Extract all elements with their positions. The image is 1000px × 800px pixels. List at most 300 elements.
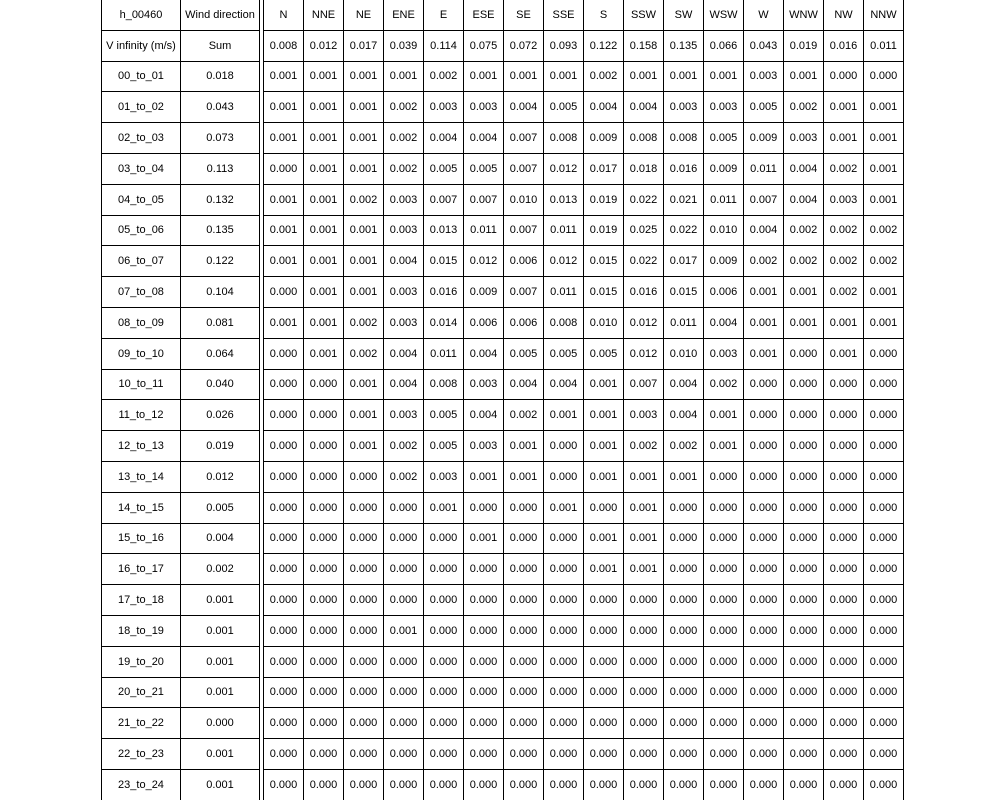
frequency-cell: 0.000 [744,615,784,646]
frequency-cell: 0.000 [544,523,584,554]
frequency-cell: 0.001 [584,369,624,400]
row-sum-cell: 0.019 [181,431,260,462]
direction-label-ese: ESE [464,0,504,30]
frequency-cell: 0.022 [664,215,704,246]
frequency-cell: 0.000 [304,585,344,616]
frequency-cell: 0.001 [864,277,904,308]
frequency-cell: 0.001 [544,492,584,523]
frequency-cell: 0.000 [464,646,504,677]
frequency-cell: 0.000 [744,677,784,708]
frequency-cell: 0.000 [704,708,744,739]
frequency-cell: 0.001 [544,61,584,92]
row-sum-cell: 0.064 [181,338,260,369]
frequency-cell: 0.002 [704,369,744,400]
frequency-cell: 0.002 [584,61,624,92]
frequency-cell: 0.000 [824,431,864,462]
frequency-cell: 0.000 [584,677,624,708]
speed-range-label: 08_to_09 [102,307,181,338]
frequency-cell: 0.000 [704,615,744,646]
frequency-cell: 0.019 [584,184,624,215]
table-row [102,769,904,799]
frequency-cell: 0.001 [344,369,384,400]
frequency-cell: 0.000 [304,769,344,799]
frequency-cell: 0.001 [344,215,384,246]
frequency-cell: 0.000 [864,523,904,554]
frequency-cell: 0.000 [864,739,904,770]
frequency-cell: 0.022 [624,246,664,277]
table-row [102,153,904,184]
frequency-cell: 0.001 [744,277,784,308]
frequency-cell: 0.005 [424,431,464,462]
speed-range-label: 07_to_08 [102,277,181,308]
direction-sum-cell: 0.039 [384,30,424,61]
frequency-cell: 0.002 [824,246,864,277]
frequency-cell: 0.002 [344,338,384,369]
table-row [102,123,904,154]
table-row [102,646,904,677]
direction-sum-cell: 0.008 [264,30,304,61]
frequency-cell: 0.000 [784,492,824,523]
row-sum-cell: 0.122 [181,246,260,277]
frequency-cell: 0.000 [704,461,744,492]
frequency-cell: 0.001 [584,400,624,431]
frequency-cell: 0.000 [584,646,624,677]
frequency-cell: 0.004 [544,369,584,400]
frequency-cell: 0.000 [784,554,824,585]
frequency-cell: 0.001 [304,246,344,277]
frequency-cell: 0.001 [304,61,344,92]
frequency-cell: 0.000 [784,585,824,616]
frequency-cell: 0.000 [304,708,344,739]
frequency-cell: 0.003 [744,61,784,92]
frequency-cell: 0.007 [504,153,544,184]
table-row [102,431,904,462]
frequency-cell: 0.008 [664,123,704,154]
frequency-cell: 0.000 [864,431,904,462]
frequency-cell: 0.003 [424,92,464,123]
table-row [102,708,904,739]
frequency-cell: 0.000 [784,708,824,739]
frequency-cell: 0.000 [784,400,824,431]
frequency-cell: 0.000 [544,708,584,739]
frequency-cell: 0.000 [624,615,664,646]
frequency-cell: 0.001 [864,153,904,184]
frequency-cell: 0.000 [544,739,584,770]
frequency-cell: 0.000 [504,585,544,616]
frequency-cell: 0.000 [864,61,904,92]
frequency-cell: 0.000 [624,677,664,708]
direction-label-wsw: WSW [704,0,744,30]
speed-range-label: 22_to_23 [102,739,181,770]
direction-label-e: E [424,0,464,30]
frequency-cell: 0.000 [384,677,424,708]
frequency-cell: 0.000 [304,646,344,677]
frequency-cell: 0.007 [424,184,464,215]
frequency-cell: 0.003 [384,184,424,215]
frequency-cell: 0.001 [344,61,384,92]
frequency-cell: 0.000 [424,554,464,585]
frequency-cell: 0.015 [584,246,624,277]
table-row [102,184,904,215]
frequency-cell: 0.000 [704,646,744,677]
frequency-cell: 0.000 [264,615,304,646]
frequency-cell: 0.000 [864,492,904,523]
frequency-cell: 0.003 [624,400,664,431]
frequency-cell: 0.012 [544,246,584,277]
direction-label-sse: SSE [544,0,584,30]
frequency-cell: 0.000 [744,585,784,616]
frequency-cell: 0.016 [664,153,704,184]
frequency-cell: 0.002 [864,215,904,246]
row-sum-cell: 0.073 [181,123,260,154]
wind-table-body [102,0,904,800]
frequency-cell: 0.001 [504,61,544,92]
frequency-cell: 0.011 [544,277,584,308]
frequency-cell: 0.000 [824,369,864,400]
frequency-cell: 0.001 [304,123,344,154]
frequency-cell: 0.000 [784,369,824,400]
frequency-cell: 0.001 [584,523,624,554]
frequency-cell: 0.001 [664,461,704,492]
row-sum-cell: 0.005 [181,492,260,523]
speed-header: V infinity (m/s) [102,30,181,61]
frequency-cell: 0.001 [704,400,744,431]
row-sum-cell: 0.001 [181,739,260,770]
speed-range-label: 18_to_19 [102,615,181,646]
frequency-cell: 0.001 [304,92,344,123]
frequency-cell: 0.000 [864,769,904,799]
frequency-cell: 0.003 [384,307,424,338]
frequency-cell: 0.000 [464,769,504,799]
frequency-cell: 0.005 [584,338,624,369]
frequency-cell: 0.000 [304,739,344,770]
frequency-cell: 0.000 [264,708,304,739]
frequency-cell: 0.004 [784,184,824,215]
frequency-cell: 0.000 [704,739,744,770]
frequency-cell: 0.002 [784,215,824,246]
frequency-cell: 0.002 [624,431,664,462]
frequency-cell: 0.000 [624,646,664,677]
frequency-cell: 0.001 [264,92,304,123]
frequency-cell: 0.001 [824,123,864,154]
table-row [102,215,904,246]
frequency-cell: 0.000 [544,461,584,492]
table-row [102,246,904,277]
frequency-cell: 0.000 [824,585,864,616]
frequency-cell: 0.001 [344,123,384,154]
frequency-cell: 0.000 [264,646,304,677]
speed-range-label: 01_to_02 [102,92,181,123]
frequency-cell: 0.000 [824,400,864,431]
frequency-cell: 0.000 [544,646,584,677]
frequency-cell: 0.000 [464,492,504,523]
frequency-cell: 0.002 [824,215,864,246]
frequency-cell: 0.001 [824,307,864,338]
frequency-cell: 0.005 [704,123,744,154]
frequency-cell: 0.006 [464,307,504,338]
table-row [102,277,904,308]
frequency-cell: 0.000 [744,369,784,400]
row-sum-cell: 0.026 [181,400,260,431]
frequency-cell: 0.001 [584,431,624,462]
frequency-cell: 0.001 [784,307,824,338]
frequency-cell: 0.003 [824,184,864,215]
frequency-cell: 0.012 [464,246,504,277]
frequency-cell: 0.000 [504,677,544,708]
frequency-cell: 0.004 [664,369,704,400]
frequency-cell: 0.000 [664,554,704,585]
frequency-cell: 0.000 [584,708,624,739]
frequency-cell: 0.011 [424,338,464,369]
frequency-cell: 0.001 [344,431,384,462]
frequency-cell: 0.000 [824,769,864,799]
frequency-cell: 0.005 [424,400,464,431]
frequency-cell: 0.000 [824,646,864,677]
frequency-cell: 0.000 [584,769,624,799]
frequency-cell: 0.001 [464,61,504,92]
frequency-cell: 0.000 [264,153,304,184]
frequency-cell: 0.000 [344,523,384,554]
frequency-cell: 0.000 [504,646,544,677]
frequency-cell: 0.004 [664,400,704,431]
frequency-cell: 0.001 [464,461,504,492]
frequency-cell: 0.001 [264,246,304,277]
frequency-cell: 0.003 [424,461,464,492]
frequency-cell: 0.000 [864,615,904,646]
frequency-cell: 0.000 [784,615,824,646]
frequency-cell: 0.001 [744,307,784,338]
frequency-cell: 0.005 [464,153,504,184]
frequency-cell: 0.007 [504,215,544,246]
direction-sum-cell: 0.016 [824,30,864,61]
frequency-cell: 0.000 [264,492,304,523]
frequency-cell: 0.002 [864,246,904,277]
frequency-cell: 0.000 [864,369,904,400]
frequency-cell: 0.000 [784,677,824,708]
frequency-cell: 0.000 [384,523,424,554]
frequency-cell: 0.000 [664,585,704,616]
frequency-cell: 0.014 [424,307,464,338]
frequency-cell: 0.015 [584,277,624,308]
frequency-cell: 0.017 [584,153,624,184]
frequency-cell: 0.000 [264,554,304,585]
frequency-cell: 0.001 [664,61,704,92]
frequency-cell: 0.000 [744,769,784,799]
frequency-cell: 0.000 [544,769,584,799]
direction-label-nnw: NNW [864,0,904,30]
frequency-cell: 0.000 [264,769,304,799]
frequency-cell: 0.000 [864,708,904,739]
frequency-cell: 0.002 [784,246,824,277]
row-sum-cell: 0.081 [181,307,260,338]
frequency-cell: 0.010 [584,307,624,338]
frequency-cell: 0.000 [304,554,344,585]
frequency-cell: 0.000 [304,461,344,492]
frequency-cell: 0.000 [704,554,744,585]
frequency-cell: 0.000 [624,585,664,616]
frequency-cell: 0.000 [424,739,464,770]
frequency-cell: 0.001 [264,123,304,154]
table-row [102,461,904,492]
speed-range-label: 11_to_12 [102,400,181,431]
frequency-cell: 0.001 [584,461,624,492]
frequency-cell: 0.000 [584,615,624,646]
frequency-cell: 0.011 [744,153,784,184]
frequency-cell: 0.003 [464,92,504,123]
corner-label: h_00460 [102,0,181,30]
frequency-cell: 0.000 [824,615,864,646]
direction-sum-cell: 0.012 [304,30,344,61]
frequency-cell: 0.001 [384,61,424,92]
direction-label-se: SE [504,0,544,30]
frequency-cell: 0.002 [504,400,544,431]
frequency-cell: 0.001 [384,615,424,646]
frequency-cell: 0.000 [504,708,544,739]
frequency-cell: 0.000 [824,61,864,92]
frequency-cell: 0.001 [344,153,384,184]
frequency-cell: 0.011 [704,184,744,215]
table-row [102,585,904,616]
speed-range-label: 20_to_21 [102,677,181,708]
frequency-cell: 0.000 [864,400,904,431]
frequency-cell: 0.000 [544,677,584,708]
frequency-cell: 0.001 [744,338,784,369]
frequency-cell: 0.000 [464,677,504,708]
frequency-cell: 0.012 [544,153,584,184]
frequency-cell: 0.000 [344,646,384,677]
direction-sum-cell: 0.093 [544,30,584,61]
frequency-cell: 0.001 [704,61,744,92]
frequency-cell: 0.000 [424,585,464,616]
frequency-cell: 0.000 [264,677,304,708]
frequency-cell: 0.010 [664,338,704,369]
frequency-cell: 0.002 [344,307,384,338]
frequency-cell: 0.000 [264,431,304,462]
direction-sum-cell: 0.135 [664,30,704,61]
direction-sum-cell: 0.075 [464,30,504,61]
frequency-cell: 0.001 [624,523,664,554]
frequency-cell: 0.000 [744,523,784,554]
direction-label-ene: ENE [384,0,424,30]
row-sum-cell: 0.040 [181,369,260,400]
direction-label-sw: SW [664,0,704,30]
speed-range-label: 16_to_17 [102,554,181,585]
frequency-cell: 0.001 [304,184,344,215]
frequency-cell: 0.000 [704,769,744,799]
frequency-cell: 0.000 [744,554,784,585]
frequency-cell: 0.000 [744,646,784,677]
frequency-cell: 0.017 [664,246,704,277]
frequency-cell: 0.000 [384,769,424,799]
frequency-cell: 0.004 [464,338,504,369]
frequency-cell: 0.000 [504,554,544,585]
direction-sum-cell: 0.017 [344,30,384,61]
frequency-cell: 0.000 [824,554,864,585]
speed-range-label: 02_to_03 [102,123,181,154]
speed-range-label: 14_to_15 [102,492,181,523]
frequency-cell: 0.009 [744,123,784,154]
row-sum-cell: 0.043 [181,92,260,123]
table-row [102,554,904,585]
frequency-cell: 0.000 [344,769,384,799]
frequency-cell: 0.004 [704,307,744,338]
frequency-cell: 0.000 [664,646,704,677]
frequency-cell: 0.003 [464,369,504,400]
speed-range-label: 21_to_22 [102,708,181,739]
frequency-cell: 0.011 [464,215,504,246]
frequency-cell: 0.001 [624,554,664,585]
frequency-cell: 0.000 [624,739,664,770]
frequency-cell: 0.000 [464,708,504,739]
frequency-cell: 0.000 [504,769,544,799]
sum-row [102,30,904,61]
frequency-cell: 0.000 [504,739,544,770]
row-sum-cell: 0.004 [181,523,260,554]
frequency-cell: 0.000 [824,523,864,554]
frequency-cell: 0.001 [344,246,384,277]
direction-sum-cell: 0.072 [504,30,544,61]
frequency-cell: 0.001 [264,61,304,92]
frequency-cell: 0.008 [544,123,584,154]
frequency-cell: 0.000 [664,739,704,770]
frequency-cell: 0.003 [664,92,704,123]
frequency-cell: 0.000 [424,615,464,646]
frequency-cell: 0.000 [264,739,304,770]
frequency-cell: 0.001 [264,307,304,338]
frequency-cell: 0.000 [464,615,504,646]
frequency-cell: 0.000 [264,277,304,308]
frequency-cell: 0.007 [624,369,664,400]
table-row [102,92,904,123]
frequency-cell: 0.004 [384,246,424,277]
frequency-cell: 0.000 [304,400,344,431]
frequency-cell: 0.008 [424,369,464,400]
frequency-cell: 0.012 [624,338,664,369]
frequency-cell: 0.006 [704,277,744,308]
frequency-cell: 0.000 [304,677,344,708]
direction-sum-cell: 0.019 [784,30,824,61]
frequency-cell: 0.000 [584,585,624,616]
frequency-cell: 0.007 [504,123,544,154]
frequency-cell: 0.000 [744,400,784,431]
frequency-cell: 0.019 [584,215,624,246]
direction-label-n: N [264,0,304,30]
speed-range-label: 03_to_04 [102,153,181,184]
frequency-cell: 0.000 [344,615,384,646]
frequency-cell: 0.001 [864,307,904,338]
direction-label-w: W [744,0,784,30]
frequency-cell: 0.000 [424,769,464,799]
table-row [102,369,904,400]
frequency-cell: 0.001 [304,277,344,308]
frequency-cell: 0.001 [264,215,304,246]
frequency-cell: 0.000 [824,492,864,523]
frequency-cell: 0.005 [424,153,464,184]
frequency-cell: 0.000 [664,769,704,799]
row-sum-cell: 0.001 [181,677,260,708]
frequency-cell: 0.000 [744,431,784,462]
frequency-cell: 0.008 [624,123,664,154]
frequency-cell: 0.003 [464,431,504,462]
frequency-cell: 0.016 [624,277,664,308]
frequency-cell: 0.000 [784,646,824,677]
frequency-cell: 0.000 [304,431,344,462]
frequency-cell: 0.016 [424,277,464,308]
frequency-cell: 0.000 [424,646,464,677]
frequency-cell: 0.000 [344,739,384,770]
frequency-cell: 0.000 [824,739,864,770]
row-sum-cell: 0.001 [181,646,260,677]
